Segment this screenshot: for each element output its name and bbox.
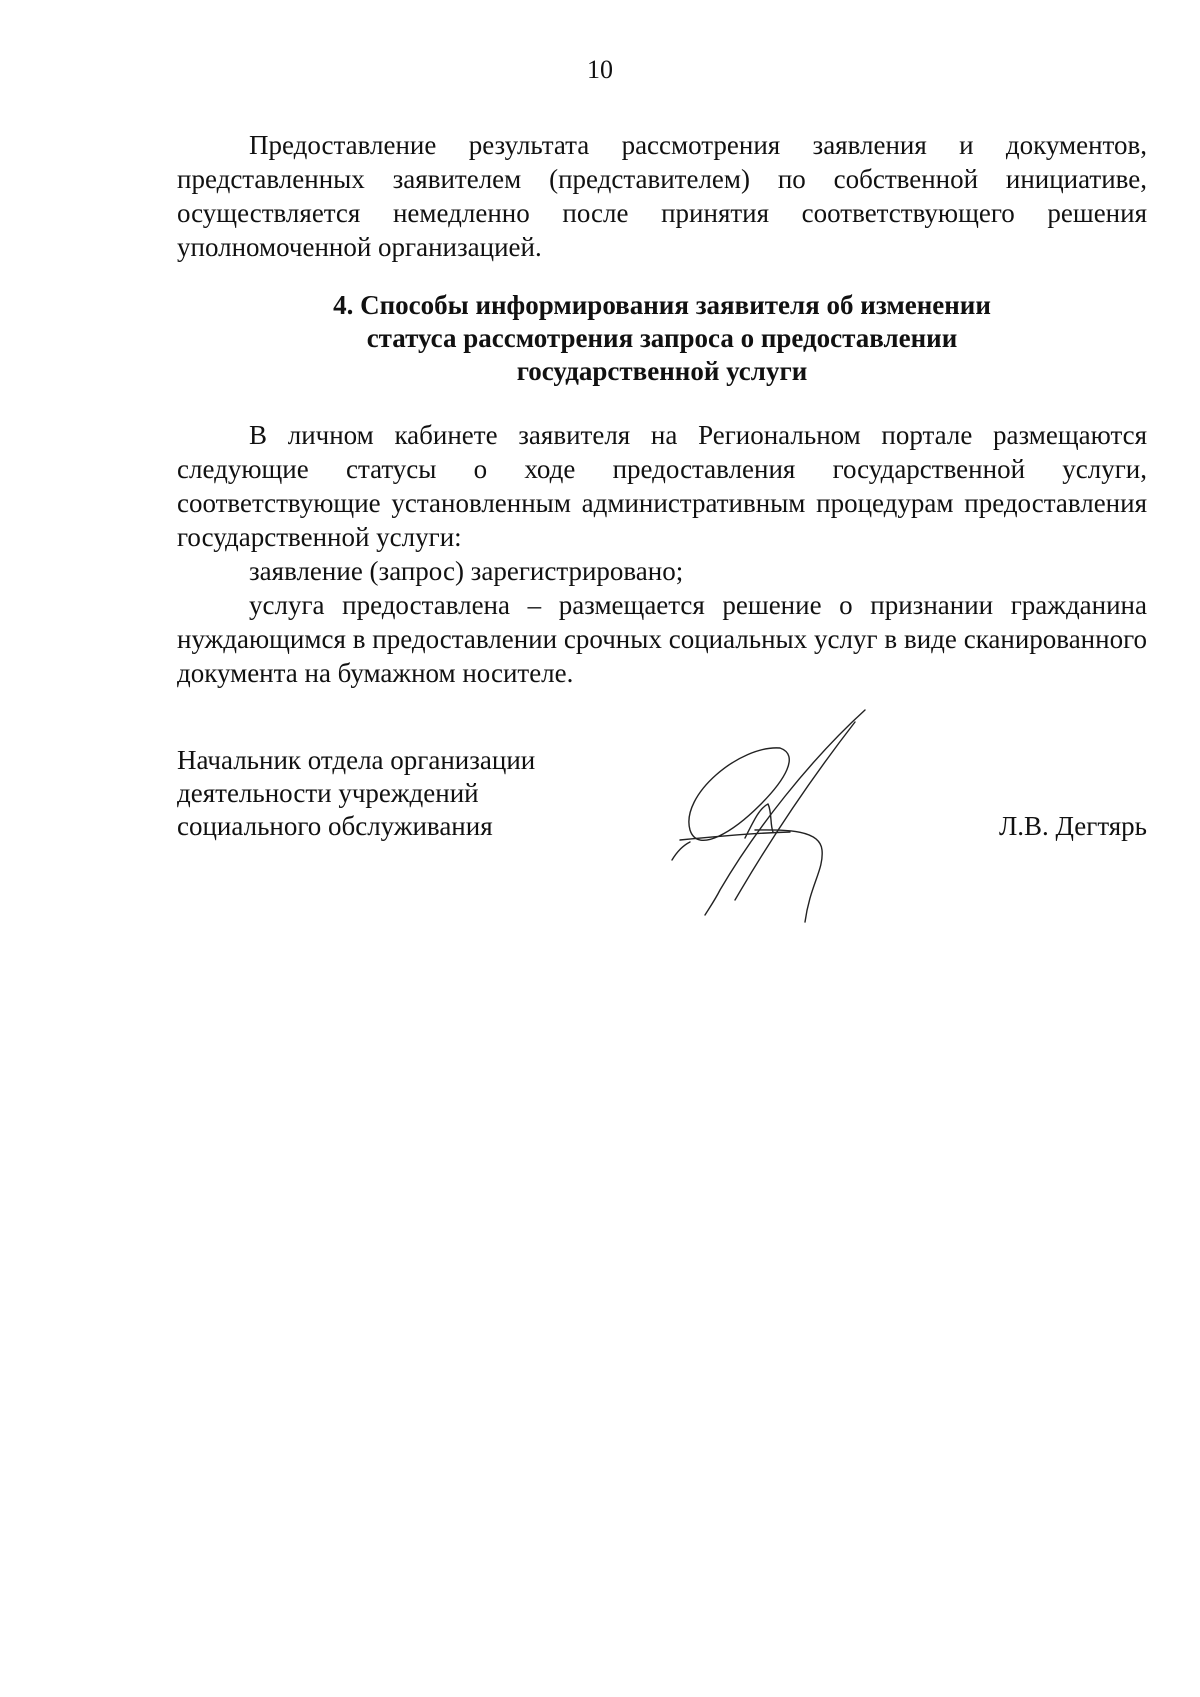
section-heading-line-2: статуса рассмотрения запроса о предоставлении xyxy=(366,323,958,353)
signatory-title-line-3: социального обслуживания xyxy=(177,811,493,841)
paragraph-statuses-intro: В личном кабинете заявителя на Региональном портале размещаются следующие статусы о ходе предоставления государственной услуги, соответствующие установленным административным процедурам предоставления государственной услуги: xyxy=(177,420,1147,552)
signature-stroke-loop xyxy=(689,748,789,840)
paragraph-status-provided: услуга предоставлена – размещается решение о признании гражданина нуждающимся в предоставлении срочных социальных услуг в виде сканированного документа на бумажном носителе. xyxy=(177,590,1147,688)
signature-stroke-entry xyxy=(672,842,690,860)
paragraph-result-delivery: Предоставление результата рассмотрения заявления и документов, представленных заявителем (представителем) по собственной инициативе, осуществляется немедленно после принятия соответствующего решения уполномоченной организацией. xyxy=(177,130,1147,262)
section-heading xyxy=(177,289,1147,388)
section-heading-line-1: 4. Способы информирования заявителя об изменении xyxy=(333,290,991,320)
signatory-name: Л.В. Дегтярь xyxy=(998,811,1147,841)
paragraph-status-registered: заявление (запрос) зарегистрировано; xyxy=(249,556,684,586)
signatory-title xyxy=(177,744,535,843)
signatory-title-line-1: Начальник отдела организации xyxy=(177,745,536,775)
signatory-title-line-2: деятельности учреждений xyxy=(177,778,479,808)
section-heading-line-3: государственной услуги xyxy=(516,356,808,386)
handwritten-signature xyxy=(660,700,900,930)
page-number: 10 xyxy=(587,55,613,84)
signature-stroke-tail xyxy=(755,830,822,922)
result-paragraph-block xyxy=(177,128,1147,264)
status-paragraph-block xyxy=(177,418,1147,690)
